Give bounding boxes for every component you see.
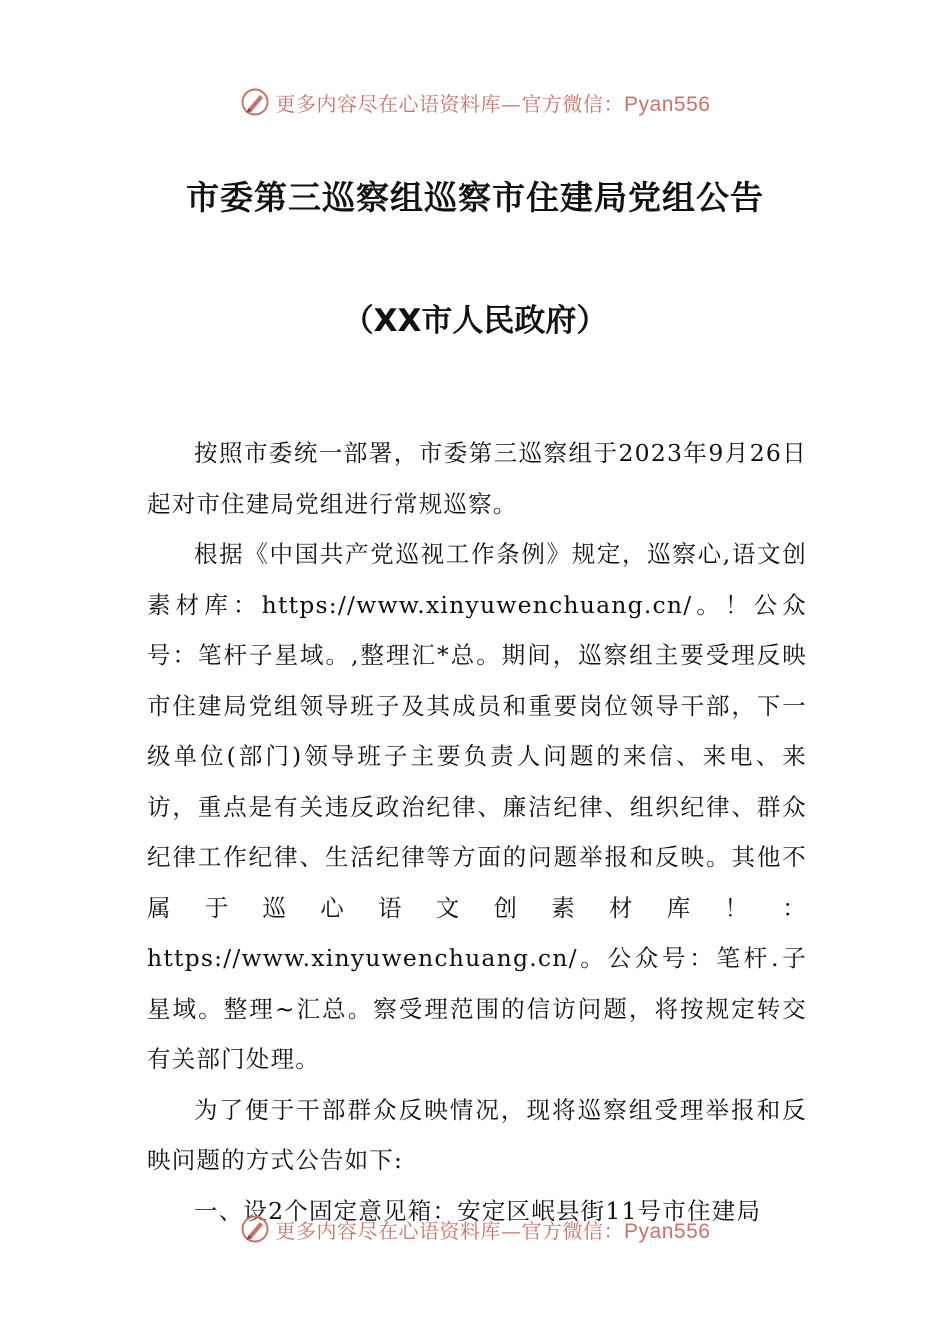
document-subtitle: （XX市人民政府） — [342, 303, 608, 339]
watermark-cn: 更多内容尽在心语资料库 — [275, 1218, 502, 1243]
watermark-header — [0, 82, 950, 122]
watermark-footer — [0, 1209, 950, 1249]
watermark-id: Pyan556 — [624, 92, 711, 116]
paragraph: 根据《中国共产党巡视工作条例》规定，巡察心,语文创素材库：https://www.xinyuwenchuang.cn/。！公众号：笔杆子星域。,整理汇*总。期间，巡察组主要受理反映市住建局党组领导班子及其成员和重要岗位领导干部，下一级单位(部门)领导班子主要负责人问题的来信、来电、来访，重点是有关违反政治纪律、廉洁纪律、组织纪律、群众纪律工作纪律、生活纪律等方面的问题举报和反映。其他不属于巡心语文创素材库！：https://www.xinyuwenchuang.cn/。公众号：笔杆.子星域。整理~汇总。察受理范围的信访问题，将按规定转交有关部门处理。 — [147, 540, 807, 1073]
watermark-cn: 更多内容尽在心语资料库 — [275, 91, 502, 116]
pen-circle-logo-icon — [240, 1214, 270, 1244]
watermark-text — [276, 1215, 711, 1244]
watermark-official: 官方微信： — [521, 1218, 625, 1243]
paragraph: 一、设2个固定意见箱：安定区岷县街11号市住建局 — [194, 1196, 762, 1225]
pen-circle-logo-icon — [240, 87, 270, 117]
watermark-official: 官方微信： — [521, 91, 625, 116]
document-body — [147, 428, 807, 1236]
watermark-id: Pyan556 — [624, 1219, 711, 1243]
watermark-separator: — — [501, 1218, 522, 1243]
watermark-text — [276, 88, 711, 117]
watermark-separator: — — [501, 91, 522, 116]
document-title: 市委第三巡察组巡察市住建局党组公告 — [186, 178, 764, 217]
paragraph: 为了便于干部群众反映情况，现将巡察组受理举报和反映问题的方式公告如下: — [147, 1095, 807, 1174]
paragraph: 按照市委统一部署，市委第三巡察组于2023年9月26日起对市住建局党组进行常规巡察。 — [147, 439, 807, 518]
